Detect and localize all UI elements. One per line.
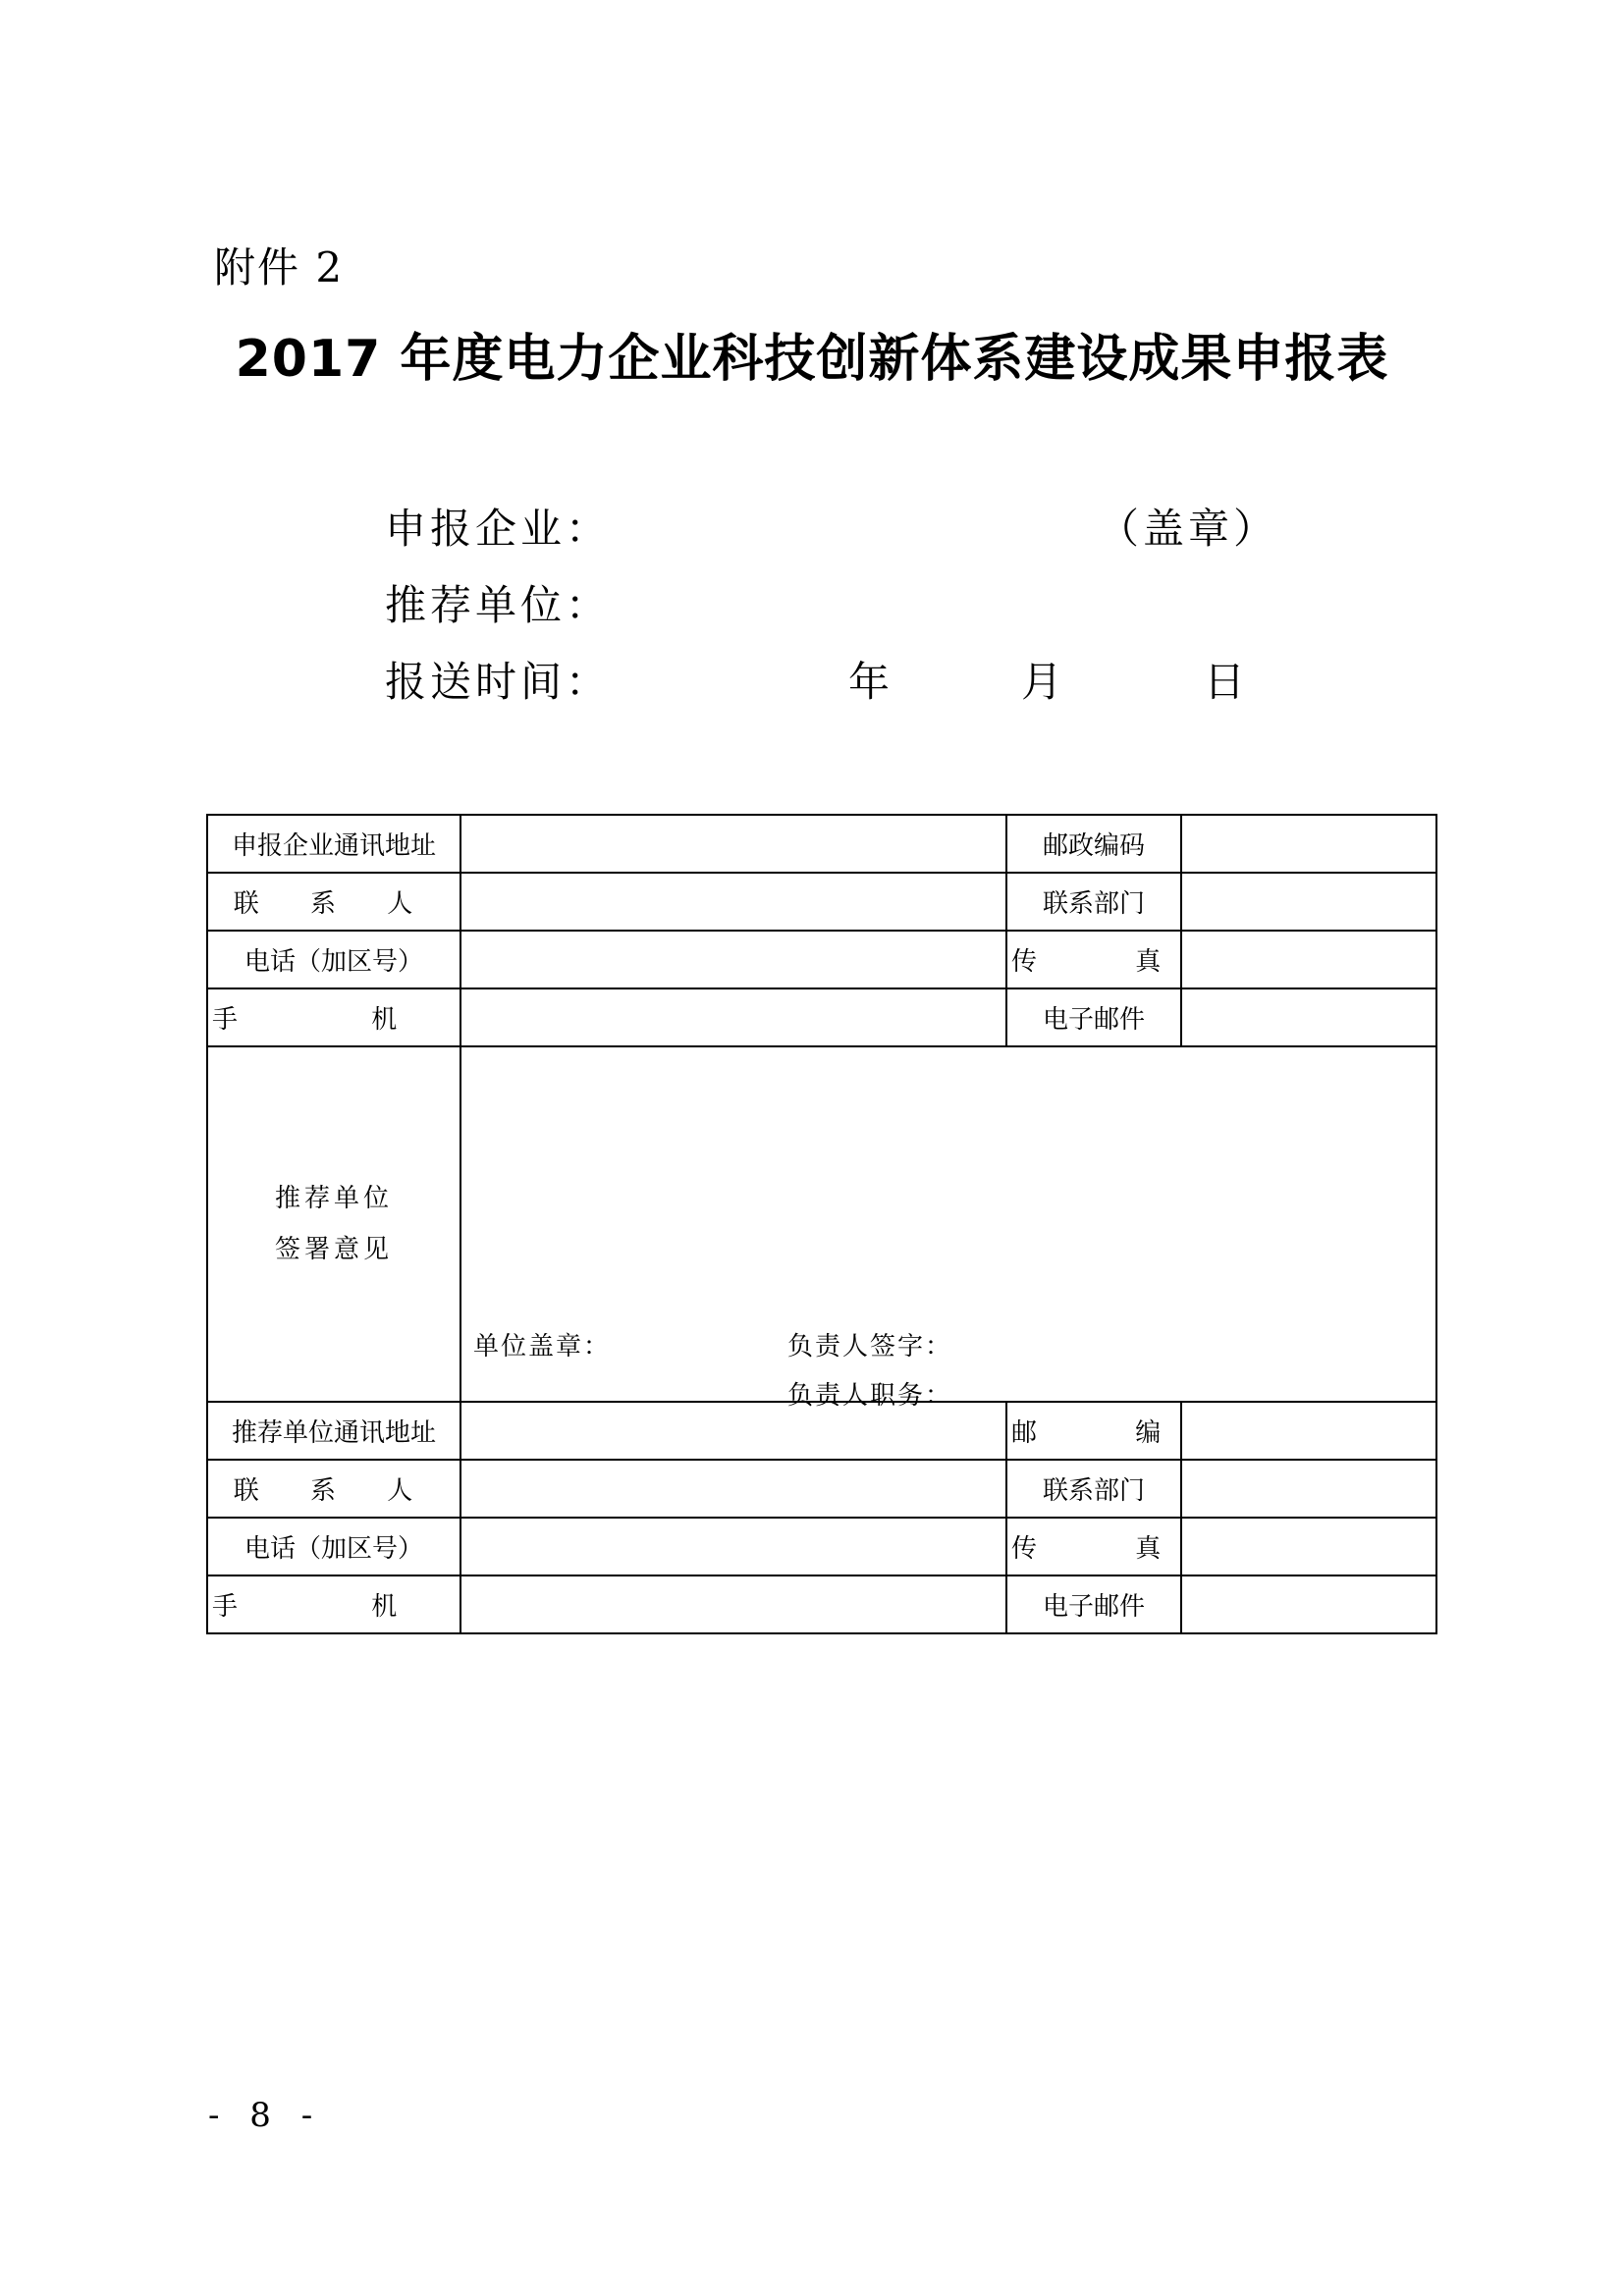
rec-contact-dept-field[interactable] <box>1181 1460 1436 1518</box>
fax-field[interactable] <box>1181 931 1436 988</box>
postcode-field[interactable] <box>1181 815 1436 873</box>
rec-phone-label: 电话（加区号） <box>207 1518 460 1575</box>
attachment-label: 附件 2 <box>214 243 345 292</box>
table-row <box>207 873 1436 931</box>
phone-label: 电话（加区号） <box>207 931 460 988</box>
table-row <box>207 1575 1436 1633</box>
form-title: 2017 年度电力企业科技创新体系建设成果申报表 <box>235 330 1389 389</box>
postcode-short-label: 邮 编 <box>1006 1402 1181 1460</box>
mobile-field[interactable] <box>460 988 1006 1046</box>
applicant-address-field[interactable] <box>460 815 1006 873</box>
table-row <box>207 1518 1436 1575</box>
recommender-label: 推荐单位： <box>385 581 612 629</box>
mobile-label: 手 机 <box>207 988 460 1046</box>
rec-contact-person-field[interactable] <box>460 1460 1006 1518</box>
recommender-address-label: 推荐单位通讯地址 <box>207 1402 460 1460</box>
opinion-content[interactable] <box>475 1057 1422 1293</box>
rec-contact-dept-label: 联系部门 <box>1006 1460 1181 1518</box>
email-field[interactable] <box>1181 988 1436 1046</box>
application-form-table <box>206 814 1437 1634</box>
opinion-label-line1: 推荐单位 <box>274 1184 393 1213</box>
contact-dept-label: 联系部门 <box>1006 873 1181 931</box>
month-label: 月 <box>1021 658 1063 706</box>
phone-field[interactable] <box>460 931 1006 988</box>
table-row <box>207 815 1436 873</box>
opinion-field[interactable] <box>460 1046 1436 1411</box>
contact-dept-field[interactable] <box>1181 873 1436 931</box>
applicant-address-label: 申报企业通讯地址 <box>207 815 460 873</box>
rec-fax-label: 传 真 <box>1006 1518 1181 1575</box>
recommender-postcode-field[interactable] <box>1181 1402 1436 1460</box>
rec-phone-field[interactable] <box>460 1518 1006 1575</box>
date-label: 报送时间： <box>385 658 612 706</box>
contact-person-field[interactable] <box>460 873 1006 931</box>
table-row <box>207 931 1436 988</box>
applicant-label: 申报企业： <box>385 505 612 553</box>
opinion-label <box>207 1046 460 1402</box>
rec-email-label: 电子邮件 <box>1006 1575 1181 1633</box>
signer-position-label: 负责人职务： <box>787 1381 953 1411</box>
table-row <box>207 988 1436 1046</box>
rec-mobile-label: 手 机 <box>207 1575 460 1633</box>
signer-label: 负责人签字： <box>787 1332 953 1362</box>
unit-seal-label: 单位盖章： <box>473 1332 612 1362</box>
rec-email-field[interactable] <box>1181 1575 1436 1633</box>
fax-label: 传 真 <box>1006 931 1181 988</box>
postcode-label: 邮政编码 <box>1006 815 1181 873</box>
seal-label: （盖章） <box>1098 505 1279 553</box>
opinion-row <box>207 1046 1436 1402</box>
opinion-label-line2: 签署意见 <box>274 1235 393 1264</box>
day-label: 日 <box>1204 658 1246 706</box>
rec-fax-field[interactable] <box>1181 1518 1436 1575</box>
table-row <box>207 1460 1436 1518</box>
rec-contact-person-label: 联 系 人 <box>207 1460 460 1518</box>
email-label: 电子邮件 <box>1006 988 1181 1046</box>
page-number: - 8 - <box>208 2096 323 2135</box>
year-label: 年 <box>848 658 891 706</box>
rec-mobile-field[interactable] <box>460 1575 1006 1633</box>
contact-person-label: 联 系 人 <box>207 873 460 931</box>
